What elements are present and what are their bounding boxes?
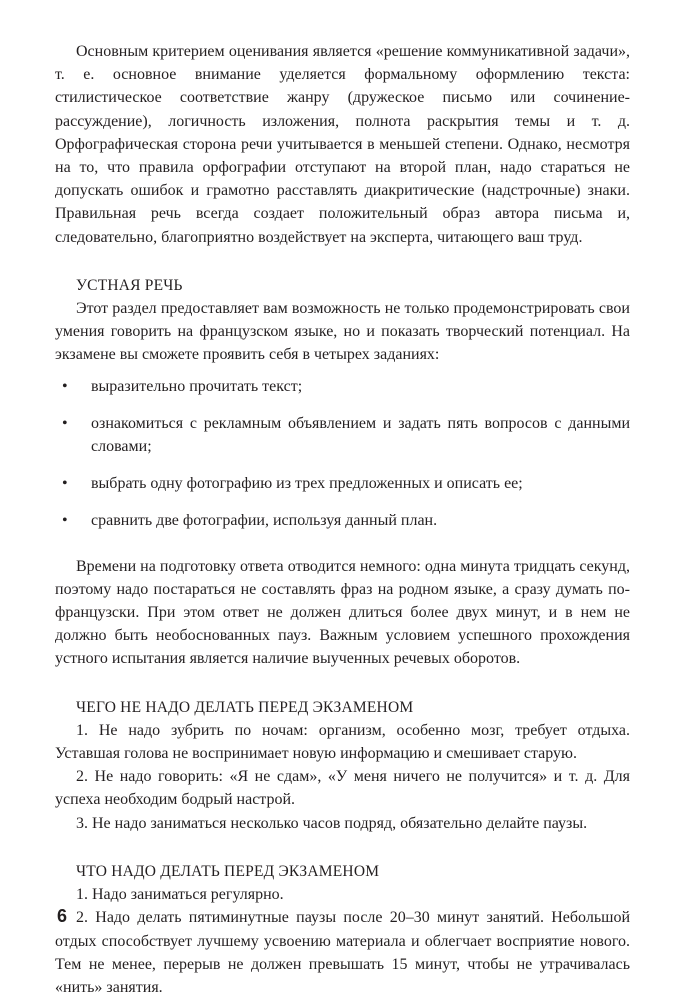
bullet-icon: •	[62, 475, 68, 493]
do-heading: ЧТО НАДО ДЕЛАТЬ ПЕРЕД ЭКЗАМЕНОМ	[76, 862, 380, 880]
list-item	[55, 509, 630, 532]
page-body	[55, 40, 630, 999]
list-item-text: выразительно прочитать текст;	[91, 377, 303, 395]
oral-paragraph: Этот раздел предоставляет вам возможность не только продемонстрировать свои умения говорить на французском языке, но и показать творческий потенциал. На экзамене вы сможете проявить себя в четырех заданиях:	[55, 300, 630, 364]
oral-task-list	[55, 375, 630, 533]
oral-paragraph-2: Времени на подготовку ответа отводится немного: одна минута тридцать секунд, поэтому надо постараться не составлять фраз на родном языке, а сразу думать по-французски. При этом ответ не должен длиться более двух минут, и в нем не должно быть необоснованных пауз. Важным условием успешного прохождения устного испытания является наличие выученных речевых оборотов.	[55, 557, 630, 668]
dont-item-3: 3. Не надо заниматься несколько часов подряд, обязательно делайте паузы.	[76, 814, 588, 832]
oral-heading: УСТНАЯ РЕЧЬ	[76, 276, 183, 294]
bullet-icon: •	[62, 512, 68, 530]
list-item-text: выбрать одну фотографию из трех предложенных и описать ее;	[91, 475, 523, 493]
page-number: 6	[57, 906, 68, 926]
list-item	[55, 412, 630, 458]
dont-item-2: 2. Не надо говорить: «Я не сдам», «У меня ничего не получится» и т. д. Для успеха необходим бодрый настрой.	[55, 768, 630, 809]
bullet-icon: •	[62, 414, 68, 432]
list-item	[55, 472, 630, 495]
intro-paragraph: Основным критерием оценивания является «решение коммуникативной задачи», т. е. основное внимание уделяется формальному оформлению текста: стилистическое соответствие жанру (дружеское письмо или сочинение-рассуждение), логичность изложения, полнота раскрытия темы и т. д. Орфографическая сторона речи учитывается в меньшей степени. Однако, несмотря на то, что правила орфографии отступают на второй план, надо стараться не допускать ошибок и грамотно расставлять диакритические (надстрочные) знаки. Правильная речь всегда создает положительный образ автора письма и, следовательно, благоприятно воздействует на эксперта, читающего ваш труд.	[55, 43, 630, 246]
bullet-icon: •	[62, 377, 68, 395]
do-item-2: 2. Надо делать пятиминутные паузы после 20–30 минут занятий. Небольшой отдых способствует лучшему усвоению материала и облегчает восприятие нового. Тем не менее, перерыв не должен превышать 15 минут, чтобы не утрачивалась «нить» занятия.	[55, 909, 630, 996]
list-item	[55, 375, 630, 398]
dont-heading: ЧЕГО НЕ НАДО ДЕЛАТЬ ПЕРЕД ЭКЗАМЕНОМ	[76, 698, 414, 716]
list-item-text: сравнить две фотографии, используя данный план.	[91, 512, 438, 530]
dont-item-1: 1. Не надо зубрить по ночам: организм, особенно мозг, требует отдыха. Уставшая голова не воспринимает новую информацию и смешивает старую.	[55, 721, 630, 763]
list-item-text: ознакомиться с рекламным объявлением и задать пять вопросов с данными словами;	[91, 414, 630, 456]
do-item-1: 1. Надо заниматься регулярно.	[76, 886, 284, 904]
